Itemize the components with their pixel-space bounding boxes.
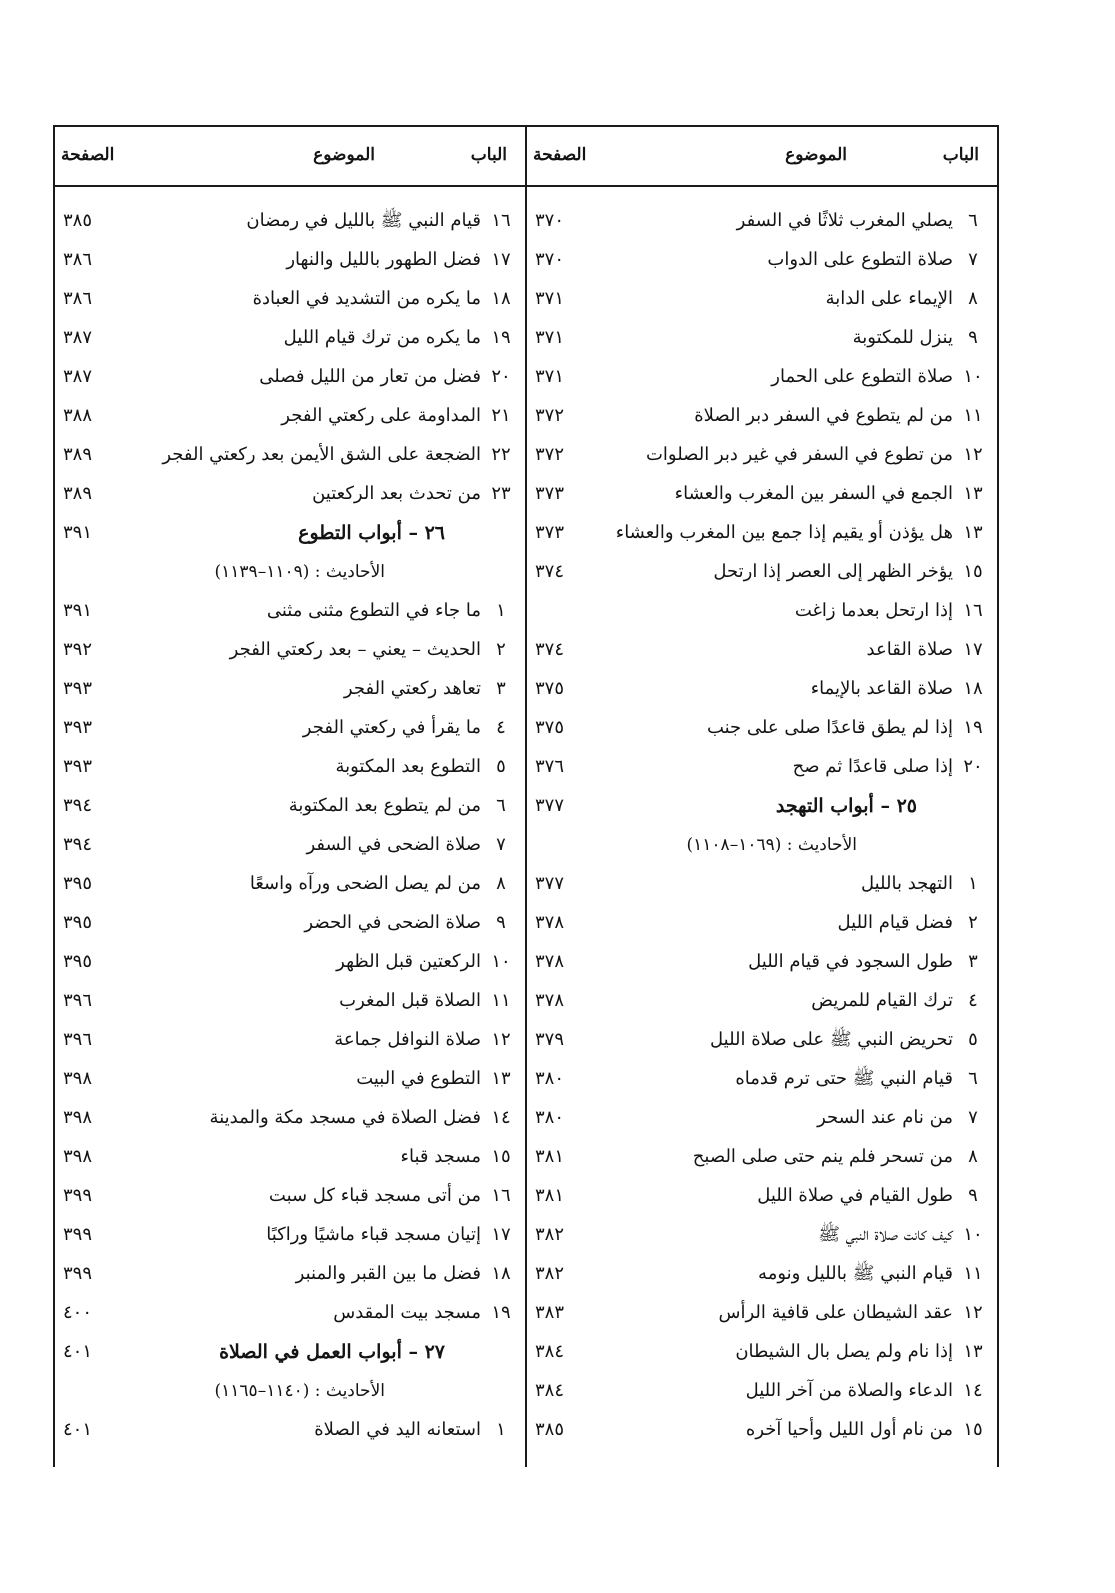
index-entry (55, 826, 525, 864)
entry-page: ٣٨٧ (63, 327, 93, 348)
hadith-range-row (55, 1372, 525, 1410)
entry-title: صلاة التطوع على الحمار (771, 366, 953, 387)
index-entry (55, 436, 525, 474)
index-entry (527, 592, 997, 630)
index-entry (527, 1372, 997, 1410)
entry-title: التطوع في البيت (356, 1068, 481, 1089)
entry-title: فضل قيام الليل (837, 912, 953, 933)
entry-page: ٣٧٩ (535, 1029, 565, 1050)
entry-number: ١٣ (963, 522, 983, 543)
entry-number: ٧ (968, 249, 978, 270)
entry-title: قيام النبي ﷺ حتى ترم قدماه (735, 1068, 953, 1089)
entry-title: الركعتين قبل الظهر (336, 951, 481, 972)
right-column (527, 127, 997, 1467)
entry-page: ٣٩٣ (63, 717, 93, 738)
entry-number: ١٥ (963, 561, 983, 582)
entry-page: ٣٩١ (63, 522, 93, 543)
entry-number: ٦ (968, 1068, 978, 1089)
chapter-heading: الباب (942, 145, 979, 165)
index-entry (55, 1216, 525, 1254)
entry-number: ١٢ (963, 444, 983, 465)
entry-number: ١١ (963, 1263, 983, 1284)
entry-page: ٣٩٣ (63, 678, 93, 699)
entry-number: ١٦ (963, 600, 983, 621)
entry-title: الضجعة على الشق الأيمن بعد ركعتي الفجر (162, 444, 481, 465)
page-heading: الصفحة (61, 145, 115, 165)
entry-page: ٣٩٥ (63, 912, 93, 933)
index-entry (55, 904, 525, 942)
entry-title: إذا صلى قاعدًا ثم صح (792, 756, 953, 777)
index-entry (55, 1021, 525, 1059)
entry-title: يصلي المغرب ثلاثًا في السفر (736, 210, 953, 231)
entry-number: ١٥ (491, 1146, 511, 1167)
entry-number: ٢ (496, 639, 506, 660)
entry-title: ٢٦ – أبواب التطوع (298, 522, 445, 544)
entry-page: ٣٩٨ (63, 1068, 93, 1089)
index-entry (55, 631, 525, 669)
entry-title: طول السجود في قيام الليل (748, 951, 953, 972)
entry-title: فضل من تعار من الليل فصلى (259, 366, 481, 387)
index-entry (527, 553, 997, 591)
entry-page: ٣٧٣ (535, 522, 565, 543)
entry-title: فضل الطهور بالليل والنهار (286, 249, 481, 270)
index-entry (527, 1060, 997, 1098)
entry-title: تعاهد ركعتي الفجر (343, 678, 481, 699)
entry-title: الدعاء والصلاة من آخر الليل (745, 1380, 953, 1401)
entry-title: ما جاء في التطوع مثنى مثنى (266, 600, 481, 621)
entry-title: الحديث – يعني – بعد ركعتي الفجر (229, 639, 481, 660)
entry-number: ١ (968, 873, 978, 894)
entry-number: ٨ (496, 873, 506, 894)
entry-number: ١٤ (491, 1107, 511, 1128)
index-entry (55, 670, 525, 708)
entry-number: ١١ (963, 405, 983, 426)
entry-title: صلاة التطوع على الدواب (767, 249, 953, 270)
entry-number: ٦ (496, 795, 506, 816)
entry-page: ٣٩١ (63, 600, 93, 621)
index-entry (55, 202, 525, 240)
entry-page: ٣٧٢ (535, 444, 565, 465)
entry-number: ١٩ (963, 717, 983, 738)
index-entry (527, 865, 997, 903)
entry-title: من لم يتطوع بعد المكتوبة (288, 795, 481, 816)
entry-title: من تطوع في السفر في غير دبر الصلوات (645, 444, 953, 465)
index-entry (55, 397, 525, 435)
index-entry (527, 436, 997, 474)
topic-heading: الموضوع (313, 145, 375, 165)
entry-page: ٣٧٠ (535, 249, 565, 270)
entry-number: ٢٠ (491, 366, 511, 387)
entry-page: ٣٧٤ (535, 561, 565, 582)
entry-title: إذا نام ولم يصل بال الشيطان (735, 1341, 953, 1362)
entry-page: ٣٨٢ (535, 1224, 565, 1245)
entry-number: ٩ (496, 912, 506, 933)
entry-number: ٢٣ (491, 483, 511, 504)
index-entry (527, 982, 997, 1020)
entry-number: ١٠ (491, 951, 511, 972)
entry-page: ٣٧٧ (535, 873, 565, 894)
index-entry (55, 1411, 525, 1449)
entry-number: ١٠ (963, 366, 983, 387)
entry-page: ٣٩٩ (63, 1224, 93, 1245)
index-entry (527, 358, 997, 396)
entry-title: من لم يصل الضحى ورآه واسعًا (249, 873, 481, 894)
entry-title: فضل الصلاة في مسجد مكة والمدينة (209, 1107, 481, 1128)
index-entry (55, 319, 525, 357)
entry-number: ١٨ (491, 1263, 511, 1284)
entry-title: فضل ما بين القبر والمنبر (295, 1263, 481, 1284)
entry-number: ٤ (496, 717, 506, 738)
entry-page: ٣٩٢ (63, 639, 93, 660)
entry-number: ٣ (496, 678, 506, 699)
entry-page: ٣٨٤ (535, 1341, 565, 1362)
entry-number: ١٥ (963, 1419, 983, 1440)
entry-number: ١ (496, 600, 506, 621)
index-entry (55, 241, 525, 279)
index-entry (527, 670, 997, 708)
index-entry (527, 280, 997, 318)
entry-title: إذا لم يطق قاعدًا صلى على جنب (706, 717, 953, 738)
index-entry (527, 1021, 997, 1059)
entry-page: ٣٨٥ (535, 1419, 565, 1440)
entry-page: ٣٩٩ (63, 1263, 93, 1284)
index-entry (527, 1333, 997, 1371)
entry-title: ٢٧ – أبواب العمل في الصلاة (219, 1341, 445, 1363)
entry-number: ١٨ (491, 288, 511, 309)
index-entry (55, 1177, 525, 1215)
index-entry (55, 475, 525, 513)
entry-number: ١٧ (963, 639, 983, 660)
entry-title: من لم يتطوع في السفر دبر الصلاة (694, 405, 953, 426)
index-entry (55, 865, 525, 903)
left-column-header (55, 127, 525, 187)
entry-page: ٤٠١ (63, 1341, 93, 1362)
index-entry (55, 982, 525, 1020)
index-entry (55, 358, 525, 396)
section-heading-row (55, 1333, 525, 1371)
entry-number: ١٧ (491, 1224, 511, 1245)
entry-number: ٢٠ (963, 756, 983, 777)
entry-title: من نام عند السحر (817, 1107, 953, 1128)
entry-title: الصلاة قبل المغرب (339, 990, 481, 1011)
index-entry (527, 904, 997, 942)
topic-heading: الموضوع (785, 145, 847, 165)
hadith-range-row (527, 826, 997, 864)
entry-page: ٣٩٨ (63, 1107, 93, 1128)
index-entry (527, 1216, 997, 1254)
right-column-header (527, 127, 997, 187)
entry-page: ٣٧٨ (535, 912, 565, 933)
entry-title: التهجد بالليل (860, 873, 953, 894)
entry-number: ١٣ (491, 1068, 511, 1089)
entry-title: ما يكره من التشديد في العبادة (252, 288, 481, 309)
entry-number: ٢١ (491, 405, 511, 426)
entry-title: التطوع بعد المكتوبة (335, 756, 481, 777)
entry-number: ١٦ (491, 210, 511, 231)
entry-page: ٣٨٩ (63, 483, 93, 504)
entry-number: ١ (496, 1419, 506, 1440)
index-entry (527, 319, 997, 357)
index-entry (55, 748, 525, 786)
entry-page: ٣٧٥ (535, 678, 565, 699)
page-heading: الصفحة (533, 145, 587, 165)
index-entry (55, 787, 525, 825)
entry-number: ١٣ (963, 483, 983, 504)
entry-title: الجمع في السفر بين المغرب والعشاء (674, 483, 953, 504)
entry-title: صلاة الضحى في السفر (306, 834, 481, 855)
entry-page: ٣٩٤ (63, 795, 93, 816)
entry-page: ٤٠١ (63, 1419, 93, 1440)
index-entry (527, 1138, 997, 1176)
entry-title: ٢٥ – أبواب التهجد (775, 795, 917, 817)
entry-page: ٣٨٠ (535, 1107, 565, 1128)
entry-page: ٣٨٢ (535, 1263, 565, 1284)
entry-title: قيام النبي ﷺ بالليل ونومه (758, 1263, 953, 1284)
entry-number: ٢٢ (491, 444, 511, 465)
entry-page: ٣٨٣ (535, 1302, 565, 1323)
entry-title: عقد الشيطان على قافية الرأس (718, 1302, 953, 1323)
entry-title: إذا ارتحل بعدما زاغت (794, 600, 953, 621)
entry-page: ٣٩٨ (63, 1146, 93, 1167)
entry-page: ٣٩٩ (63, 1185, 93, 1206)
entry-page: ٤٠٠ (63, 1302, 93, 1323)
entry-title: ما يقرأ في ركعتي الفجر (302, 717, 481, 738)
entry-number: ١٢ (963, 1302, 983, 1323)
entry-page: ٣٩٤ (63, 834, 93, 855)
entry-title: استعانه اليد في الصلاة (314, 1419, 481, 1440)
entry-number: ٨ (968, 288, 978, 309)
entry-page: ٣٨٠ (535, 1068, 565, 1089)
entry-number: ١٠ (963, 1224, 983, 1245)
entry-number: ١٩ (491, 1302, 511, 1323)
entry-number: ٧ (968, 1107, 978, 1128)
index-entry (527, 1411, 997, 1449)
index-entry (527, 202, 997, 240)
entry-page: ٣٩٦ (63, 990, 93, 1011)
entry-page: ٣٧٥ (535, 717, 565, 738)
entry-title: طول القيام في صلاة الليل (757, 1185, 953, 1206)
section-heading-row (55, 514, 525, 552)
entry-title: إتيان مسجد قباء ماشيًا وراكبًا (266, 1224, 481, 1245)
entry-page: ٣٨٧ (63, 366, 93, 387)
entry-page: ٣٧١ (535, 366, 565, 387)
index-entry (55, 943, 525, 981)
index-entry (527, 1255, 997, 1293)
entry-number: ٣ (968, 951, 978, 972)
entry-page: ٣٧٨ (535, 990, 565, 1011)
left-column (55, 127, 525, 1467)
entry-title: يؤخر الظهر إلى العصر إذا ارتحل (713, 561, 953, 582)
entry-page: ٣٨١ (535, 1185, 565, 1206)
entry-title: تحريض النبي ﷺ على صلاة الليل (710, 1029, 953, 1050)
entry-title: المداومة على ركعتي الفجر (281, 405, 481, 426)
entry-title: صلاة النوافل جماعة (334, 1029, 481, 1050)
entry-page: ٣٨٨ (63, 405, 93, 426)
entry-page: ٣٨١ (535, 1146, 565, 1167)
index-entry (527, 1177, 997, 1215)
entry-number: ٩ (968, 327, 978, 348)
entry-page: ٣٩٣ (63, 756, 93, 777)
entry-page: ٣٩٥ (63, 951, 93, 972)
index-entry (55, 1294, 525, 1332)
entry-title: من تسحر فلم ينم حتى صلى الصبح (692, 1146, 953, 1167)
entry-page: ٣٧٤ (535, 639, 565, 660)
index-entry (55, 1099, 525, 1137)
entry-title: صلاة القاعد (866, 639, 953, 660)
entry-title: من تحدث بعد الركعتين (312, 483, 481, 504)
entry-page: ٣٧٠ (535, 210, 565, 231)
entry-title: ينزل للمكتوبة (852, 327, 953, 348)
entry-title: الأحاديث : (١٠٦٩–١١٠٨) (686, 835, 857, 855)
index-entry (527, 943, 997, 981)
entry-number: ١٣ (963, 1341, 983, 1362)
entry-page: ٣٧٨ (535, 951, 565, 972)
entry-page: ٣٨٤ (535, 1380, 565, 1401)
entry-title: من أتى مسجد قباء كل سبت (268, 1185, 481, 1206)
entry-page: ٣٧٢ (535, 405, 565, 426)
entry-number: ١٦ (491, 1185, 511, 1206)
index-entry (55, 592, 525, 630)
column-divider (525, 127, 527, 1467)
entry-number: ١٨ (963, 678, 983, 699)
index-entry (527, 397, 997, 435)
entry-title: من نام أول الليل وأحيا آخره (745, 1419, 953, 1440)
index-entry (527, 475, 997, 513)
index-entry (527, 631, 997, 669)
entry-page: ٣٨٦ (63, 249, 93, 270)
hadith-range-row (55, 553, 525, 591)
entry-title: صلاة الضحى في الحضر (304, 912, 481, 933)
entry-page: ٣٧٣ (535, 483, 565, 504)
entry-page: ٣٧١ (535, 327, 565, 348)
entry-number: ١٩ (491, 327, 511, 348)
entry-number: ٧ (496, 834, 506, 855)
entry-page: ٣٨٥ (63, 210, 93, 231)
entry-number: ٢ (968, 912, 978, 933)
index-entry (55, 709, 525, 747)
entry-number: ١٤ (963, 1380, 983, 1401)
chapter-heading: الباب (470, 145, 507, 165)
entry-number: ٨ (968, 1146, 978, 1167)
entry-page: ٣٧١ (535, 288, 565, 309)
entry-number: ٥ (496, 756, 506, 777)
index-table (53, 125, 999, 1467)
entry-page: ٣٨٦ (63, 288, 93, 309)
index-entry (55, 1255, 525, 1293)
index-entry (527, 1099, 997, 1137)
entry-number: ١٢ (491, 1029, 511, 1050)
entry-page: ٣٨٩ (63, 444, 93, 465)
entry-page: ٣٧٦ (535, 756, 565, 777)
section-heading-row (527, 787, 997, 825)
entry-number: ١١ (491, 990, 511, 1011)
entry-number: ٦ (968, 210, 978, 231)
index-entry (55, 1138, 525, 1176)
index-entry (55, 1060, 525, 1098)
entry-page: ٣٩٦ (63, 1029, 93, 1050)
entry-title: هل يؤذن أو يقيم إذا جمع بين المغرب والعشاء (615, 522, 953, 543)
index-entry (527, 1294, 997, 1332)
entry-title: الأحاديث : (١١٠٩–١١٣٩) (214, 562, 385, 582)
index-entry (55, 280, 525, 318)
entry-title: كيف كانت صلاة النبي ﷺ (818, 1224, 953, 1245)
entry-title: مسجد بيت المقدس (333, 1302, 481, 1323)
entry-title: قيام النبي ﷺ بالليل في رمضان (246, 210, 481, 231)
index-entry (527, 514, 997, 552)
entry-page: ٣٧٧ (535, 795, 565, 816)
entry-number: ٩ (968, 1185, 978, 1206)
index-entry (527, 709, 997, 747)
entry-title: ترك القيام للمريض (811, 990, 953, 1011)
entry-title: الأحاديث : (١١٤٠–١١٦٥) (214, 1381, 385, 1401)
entry-title: صلاة القاعد بالإيماء (810, 678, 953, 699)
entry-title: مسجد قباء (400, 1146, 481, 1167)
entry-title: ما يكره من ترك قيام الليل (283, 327, 481, 348)
index-entry (527, 748, 997, 786)
index-entry (527, 241, 997, 279)
entry-title: الإيماء على الدابة (825, 288, 953, 309)
entry-page: ٣٩٥ (63, 873, 93, 894)
entry-number: ٥ (968, 1029, 978, 1050)
entry-number: ٤ (968, 990, 978, 1011)
entry-number: ١٧ (491, 249, 511, 270)
